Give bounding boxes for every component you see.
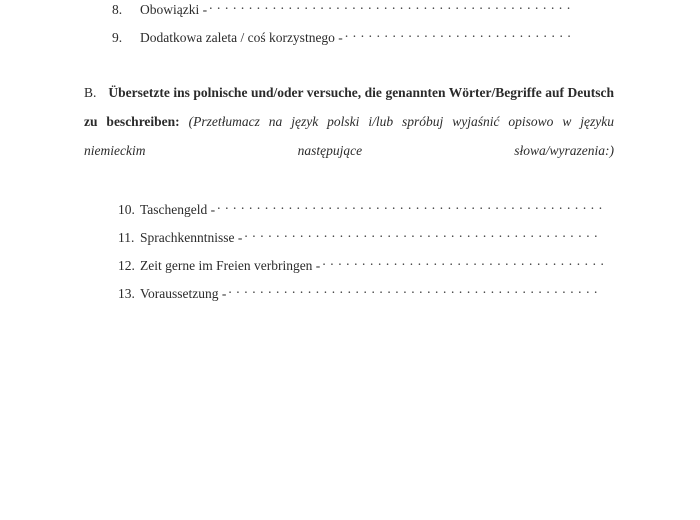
- list-item: [118, 256, 604, 274]
- list-item-number: 9.: [112, 30, 123, 45]
- section-b-letter: B.: [84, 85, 97, 100]
- list-item: [118, 228, 600, 246]
- list-item: [118, 284, 600, 302]
- list-item: [112, 0, 574, 18]
- list-item-number: 13.: [118, 286, 135, 301]
- dot-leader: [217, 200, 602, 214]
- dot-leader: [228, 284, 600, 298]
- dot-leader: [345, 28, 574, 42]
- section-b-paragraph: [84, 78, 614, 194]
- dot-leader: [209, 0, 574, 14]
- list-item-number: 12.: [118, 258, 135, 273]
- section-b-instruction-bold: Übersetzte ins polnische und/oder versuche, die genannten Wörter/Begriffe auf Deutsch zu beschreiben:: [84, 85, 614, 129]
- list-item: [118, 200, 602, 218]
- list-item-text: Zeit gerne im Freien verbringen -: [140, 258, 321, 273]
- list-item-text: Taschengeld -: [140, 202, 216, 217]
- list-item-text: Sprachkenntnisse -: [140, 230, 243, 245]
- list-item-number: 11.: [118, 230, 135, 245]
- list-item-number: 10.: [118, 202, 135, 217]
- list-item: [112, 28, 574, 46]
- section-b-block: [84, 78, 614, 194]
- list-item-text: Voraussetzung -: [140, 286, 227, 301]
- section-b-instruction-italic: (Przetłumacz na język polski i/lub spróbuj wyjaśnić opisowo w języku niemieckim następujące słowa/wyrazenia:): [84, 114, 614, 158]
- list-item-number: 8.: [112, 2, 123, 17]
- dot-leader: [322, 256, 604, 270]
- dot-leader: [244, 228, 600, 242]
- list-item-text: Dodatkowa zaleta / coś korzystnego -: [140, 30, 343, 45]
- list-item-text: Obowiązki -: [140, 2, 208, 17]
